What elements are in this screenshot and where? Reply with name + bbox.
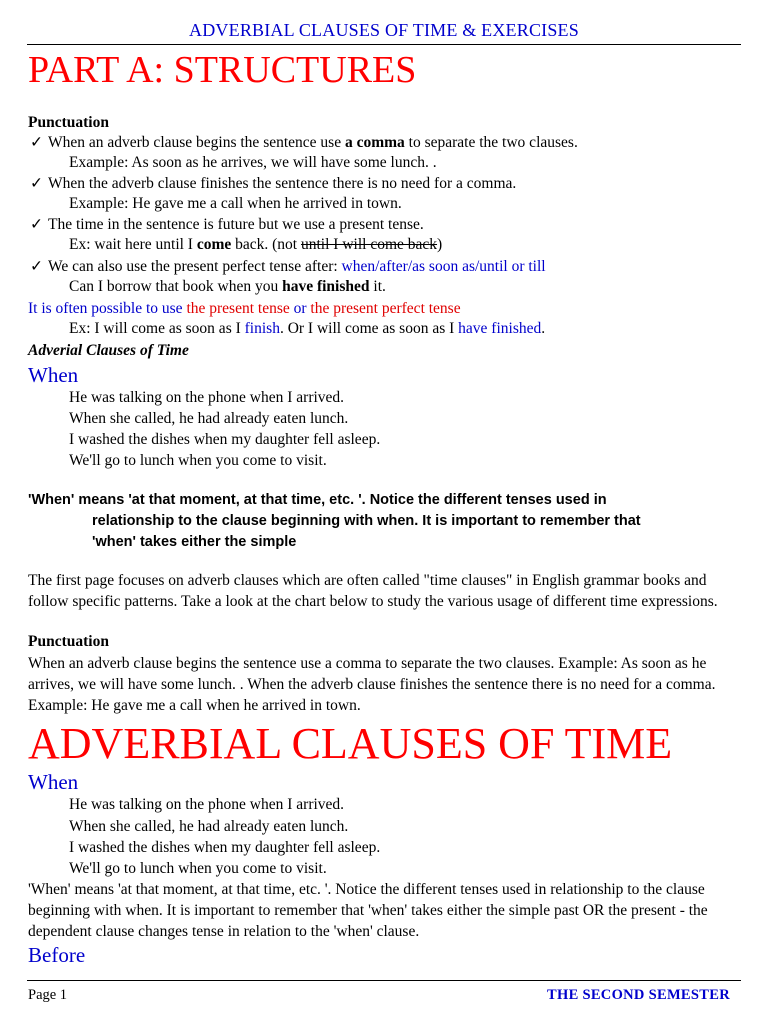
- rule-3-example-end: ): [437, 236, 443, 253]
- rule-4-example: [69, 277, 386, 297]
- when-example-2: We'll go to lunch when you come to visit.: [69, 860, 327, 877]
- intro-paragraph: The first page focuses on adverb clauses which are often called "time clauses" in English grammar books and follow specific patterns. Take a look at the chart below to study the various usage of different time expressions.: [28, 572, 718, 610]
- rule-3-example-text: Ex: wait here until I: [69, 236, 197, 253]
- rule-3-text: The time in the sentence is future but we use a present tense.: [48, 216, 424, 233]
- tense-note-example: [69, 319, 545, 339]
- footer-semester: THE SECOND SEMESTER: [547, 987, 730, 1003]
- when-paragraph: 'When' means 'at that moment, at that time, etc. '. Notice the different tenses used in relationship to the clause beginning with when. It is important to remember that 'when' takes either the simple past OR the present - the dependent clause changes tense in relation to the 'when' clause.: [28, 881, 708, 940]
- tense-note-example-mid: . Or I will come as soon as I: [279, 320, 459, 337]
- rule-4-text: We can also use the present perfect tense after:: [48, 258, 342, 275]
- rule-3-example-mid: back. (not: [231, 236, 301, 253]
- tense-note: [28, 299, 461, 319]
- when-example-2: I washed the dishes when my daughter fell asleep.: [69, 839, 381, 856]
- rule-3-example: [69, 235, 442, 255]
- tense-note-example-end: .: [541, 320, 546, 337]
- rule-3: [30, 215, 424, 235]
- when-example: We'll go to lunch when you come to visit.: [69, 452, 327, 469]
- tense-note-text: It is often possible to use: [28, 300, 187, 317]
- when-meaning-line: 'When' means 'at that moment, at that time, etc. '. Notice the different tenses used in: [28, 492, 607, 508]
- rule-3-example-strike: until I will come back: [301, 236, 438, 253]
- part-a-title: PART A: STRUCTURES: [28, 49, 417, 91]
- when-example-2: He was talking on the phone when I arrived.: [69, 796, 345, 813]
- tense-note-example-blue-2: have finished: [458, 320, 542, 337]
- punctuation-heading: Punctuation: [28, 114, 109, 131]
- when-example: When she called, he had already eaten lunch.: [69, 410, 349, 427]
- when-heading: When: [28, 363, 79, 387]
- check-icon: ✓: [30, 258, 43, 275]
- rule-2-example: Example: He gave me a call when he arrived in town.: [69, 195, 402, 212]
- section-title: ADVERBIAL CLAUSES OF TIME: [28, 719, 673, 768]
- header-title: ADVERBIAL CLAUSES OF TIME & EXERCISES: [189, 20, 579, 40]
- when-example: He was talking on the phone when I arrived.: [69, 389, 345, 406]
- page-number: Page 1: [28, 987, 68, 1003]
- when-heading-2: When: [28, 770, 79, 794]
- check-icon: ✓: [30, 175, 43, 192]
- header-rule: [27, 44, 741, 45]
- rule-1-text-end: to separate the two clauses.: [404, 134, 578, 151]
- tense-note-red-2: the present perfect tense: [310, 300, 461, 317]
- check-icon: ✓: [30, 134, 43, 151]
- rule-1: [30, 133, 578, 153]
- adverbial-heading: Adverial Clauses of Time: [28, 342, 189, 359]
- rule-2: [30, 174, 516, 194]
- rule-3-example-bold: come: [196, 236, 232, 253]
- punctuation-paragraph: When an adverb clause begins the sentence use a comma to separate the two clauses. Example: As soon as he arrives, we will have some lunch. . When the adverb clause finishes the sentence there is no need for a comma. Example: He gave me a call when he arrived in town.: [28, 655, 716, 714]
- punctuation-heading-2: Punctuation: [28, 633, 109, 650]
- when-example-2: When she called, he had already eaten lunch.: [69, 818, 349, 835]
- when-meaning-line: relationship to the clause beginning with when. It is important to remember that: [92, 513, 641, 529]
- rule-4-example-text: Can I borrow that book when you: [69, 278, 283, 295]
- rule-2-text: When the adverb clause finishes the sentence there is no need for a comma.: [48, 175, 517, 192]
- footer-rule: [27, 980, 741, 981]
- rule-4-example-end: it.: [369, 278, 386, 295]
- tense-note-or: or: [289, 300, 311, 317]
- rule-4-blue: when/after/as soon as/until or till: [341, 258, 546, 275]
- rule-1-bold: a comma: [344, 134, 405, 151]
- rule-1-text: When an adverb clause begins the sentence use: [48, 134, 345, 151]
- when-example: I washed the dishes when my daughter fell asleep.: [69, 431, 381, 448]
- when-meaning-line: 'when' takes either the simple: [92, 534, 297, 550]
- check-icon: ✓: [30, 216, 43, 233]
- tense-note-example-blue-1: finish: [244, 320, 280, 337]
- tense-note-example-text: Ex: I will come as soon as I: [69, 320, 245, 337]
- rule-4: [30, 257, 546, 277]
- rule-1-example: Example: As soon as he arrives, we will have some lunch. .: [69, 154, 437, 171]
- rule-4-example-bold: have finished: [282, 278, 370, 295]
- before-heading: Before: [28, 943, 86, 967]
- tense-note-red-1: the present tense: [186, 300, 290, 317]
